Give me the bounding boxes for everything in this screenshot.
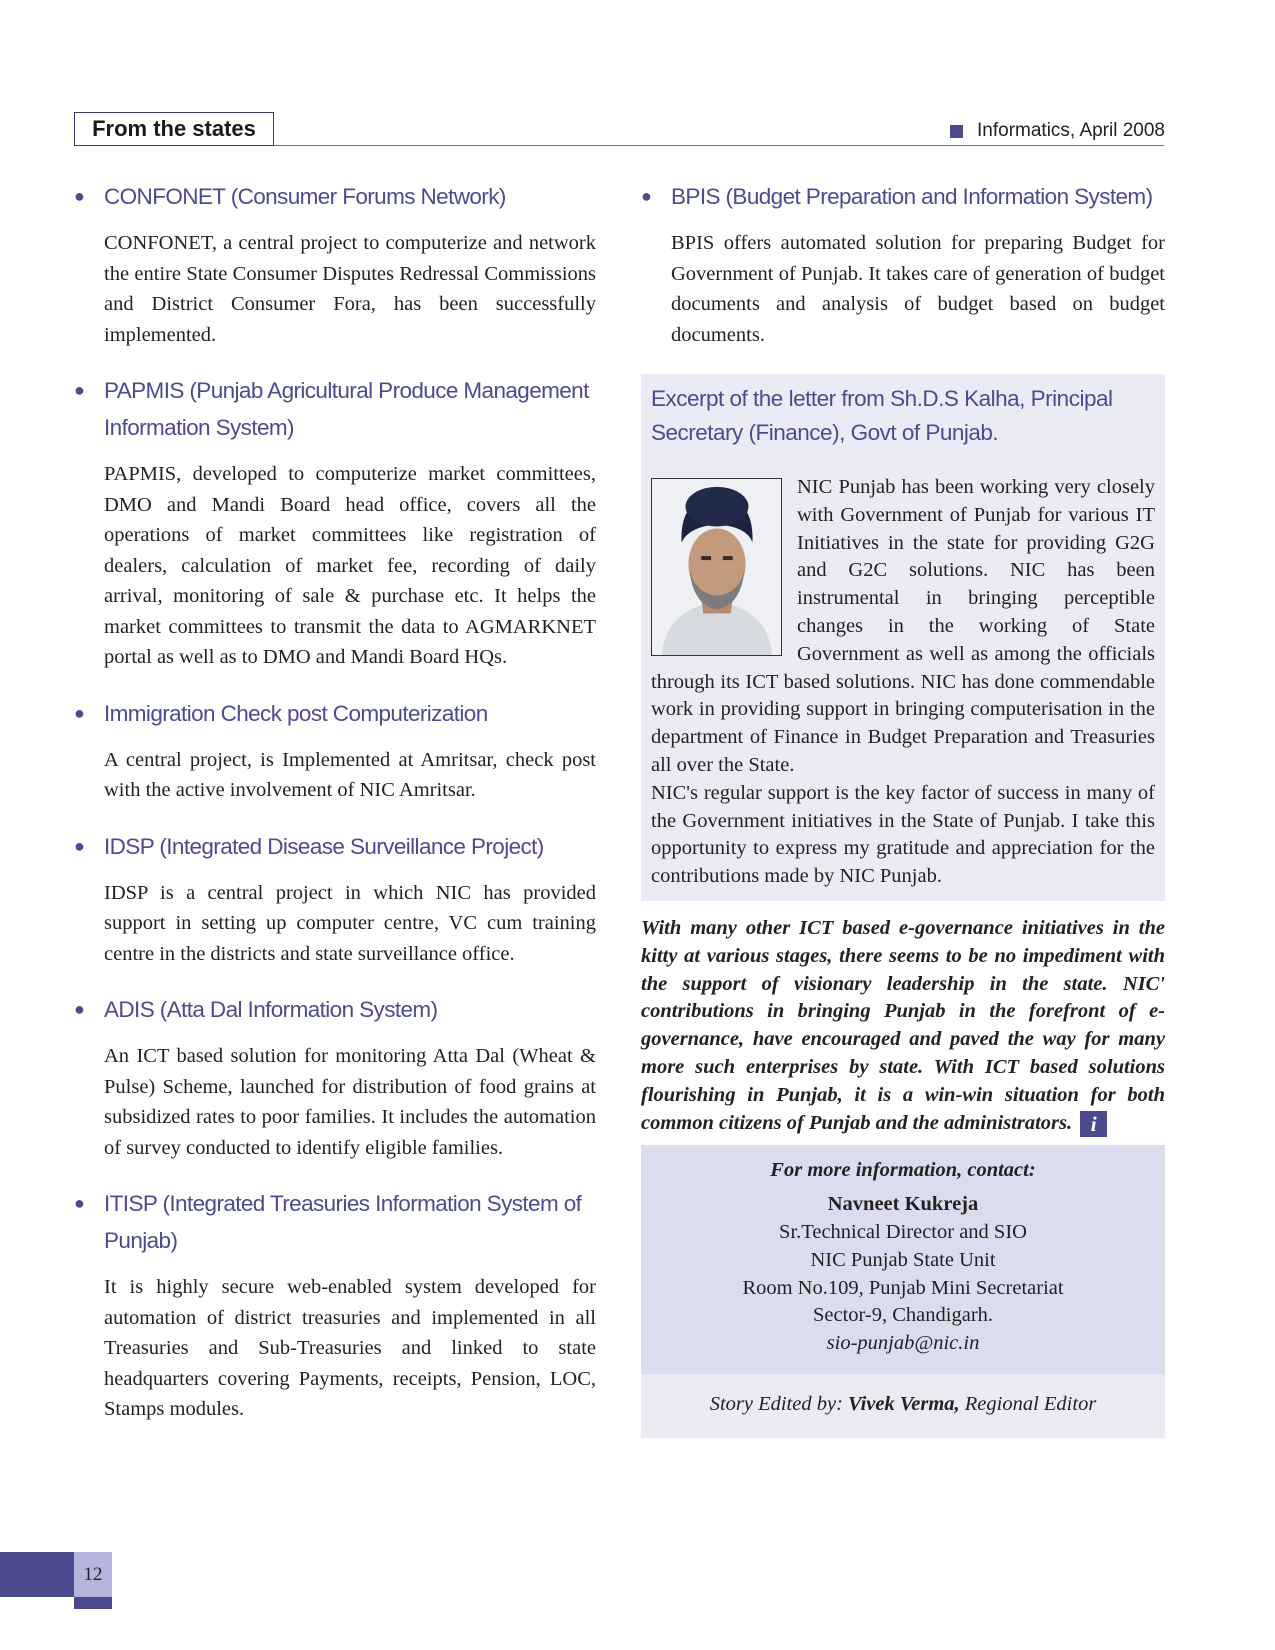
section-heading-text: BPIS (Budget Preparation and Information System) [671,184,1153,209]
section-confonet [74,178,596,350]
section-heading-text: Immigration Check post Computerization [104,700,488,726]
section-bpis [641,178,1165,350]
bullet-icon: ● [641,186,652,206]
section-heading [74,1185,596,1259]
credit-role: Regional Editor [959,1392,1097,1415]
section-heading [74,372,596,446]
issue-label [950,120,1165,142]
editor-credit [641,1374,1165,1438]
credit-editor: Vivek Verma, [848,1392,960,1415]
letter-paragraph-1: NIC Punjab has been working very closely with Government of Punjab for various IT Initiatives in the state for providing G2G and G2C solutions. NIC has been instrumental in bringing perceptible changes in the working of State Government as well as among the officials through its ICT based solutions. NIC has done commendable work in providing support in bringing computerisation in the department of Finance in Budget Preparation and Treasuries all over the State. [651,476,1155,776]
contact-unit: NIC Punjab State Unit [810,1248,996,1271]
section-heading-text: IDSP (Integrated Disease Surveillance Project) [104,833,544,859]
letter-title: Excerpt of the letter from Sh.D.S Kalha, Principal Secretary (Finance), Govt of Punjab. [651,386,1113,445]
portrait-photo [651,478,782,656]
bullet-icon: ● [74,1193,85,1213]
section-heading-text: ITISP (Integrated Treasuries Information System of Punjab) [104,1191,582,1253]
section-heading-text: ADIS (Atta Dal Information System) [104,997,438,1022]
square-bullet-icon [950,125,963,138]
section-body: IDSP is a central project in which NIC has provided support in setting up computer centre, VC cum training centre in the districts and state surveillance office. [104,881,596,965]
section-body: It is highly secure web-enabled system developed for automation of district treasuries and implemented in all Treasuries and Sub-Treasuries and linked to state headquarters covering Payments, receipts, Pension, LOC, Stamps modules. [104,1276,596,1420]
contact-room: Room No.109, Punjab Mini Secretariat [742,1276,1064,1299]
section-heading-text: PAPMIS (Punjab Agricultural Produce Management Information System) [104,378,589,440]
section-papmis [74,372,596,673]
bullet-icon: ● [74,186,85,206]
section-heading [74,828,596,865]
letter-paragraph-2: NIC's regular support is the key factor of success in many of the Government initiatives in the State of Punjab. I take this opportunity to express my gratitude and appreciation for the contributions made by NIC Punjab. [651,781,1155,888]
letter-body [651,474,1155,891]
section-heading [74,695,596,732]
contact-box [641,1145,1165,1374]
section-adis [74,991,596,1163]
contact-sector: Sector-9, Chandigarh. [812,1304,994,1327]
contact-email[interactable]: sio-punjab@nic.in [826,1332,980,1355]
letter-excerpt-box [641,374,1165,901]
section-body: CONFONET, a central project to computerize and network the entire State Consumer Disputes Redressal Commissions and District Consumer Fora, has been successfully implemented. [104,232,596,346]
bullet-icon: ● [74,702,85,723]
contact-heading: For more information, contact: [770,1159,1036,1182]
section-idsp [74,828,596,970]
footer-bar [0,1552,74,1597]
section-heading [74,991,596,1028]
right-column [641,178,1165,1438]
bullet-icon: ● [74,835,85,856]
section-body: BPIS offers automated solution for preparing Budget for Government of Punjab. It takes care of generation of budget documents and analysis of budget based on budget documents. [671,232,1165,346]
contact-name: Navneet Kukreja [827,1193,979,1216]
section-itisp [74,1185,596,1425]
section-immigration [74,695,596,806]
section-body: PAPMIS, developed to computerize market committees, DMO and Mandi Board head office, covers all the operations of market committees like registration of dealers, calculation of market fee, recording of daily arrival, monitoring of sale & purchase etc. It helps the market committees to transmit the data to AGMARKNET portal as well as to DMO and Mandi Board HQs. [104,463,596,668]
credit-prefix: Story Edited by: [709,1392,849,1415]
section-heading [641,178,1165,215]
section-label: From the states [74,112,274,146]
left-column [74,178,596,1447]
closing-paragraph [641,915,1165,1137]
page-number: 12 [74,1552,112,1597]
closing-text: With many other ICT based e-governance initiatives in the kitty at various stages, there seems to be no impediment with the support of visionary leadership in the state. NIC' contributions in bringing Punjab in the forefront of e-governance, have encouraged and paved the way for many more such enterprises by state. With ICT based solutions flourishing in Punjab, it is a win-win situation for both common citizens of Punjab and the administrators. [641,916,1165,1134]
issue-text: Informatics, April 2008 [977,120,1165,141]
section-heading-text: CONFONET (Consumer Forums Network) [104,184,506,209]
bullet-icon: ● [74,380,85,400]
section-heading [74,178,596,215]
section-body: A central project, is Implemented at Amritsar, check post with the active involvement of NIC Amritsar. [104,748,596,801]
footer-underline [74,1597,112,1609]
section-body: An ICT based solution for monitoring Atta Dal (Wheat & Pulse) Scheme, launched for distribution of food grains at subsidized rates to poor families. It includes the automation of survey conducted to identify eligible families. [104,1045,596,1159]
contact-title: Sr.Technical Director and SIO [779,1220,1027,1243]
bullet-icon: ● [74,999,85,1019]
info-icon: i [1080,1111,1107,1137]
